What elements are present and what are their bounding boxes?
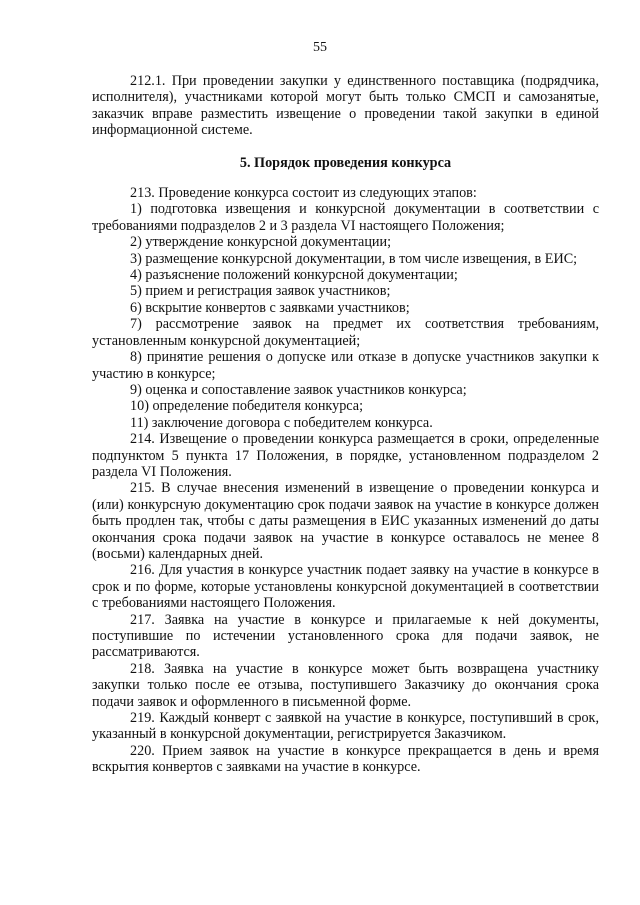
list-item: 4) разъяснение положений конкурсной документации;: [130, 267, 458, 284]
paragraph-214: 214. Извещение о проведении конкурса размещается в сроки, определенные подпунктом 5 пункта 17 Положения, в порядке, установленном подразделом 2 раздела VI Положения.: [92, 431, 599, 480]
list-item: 6) вскрытие конвертов с заявками участников;: [130, 299, 410, 316]
list-item: 1) подготовка извещения и конкурсной документации в соответствии с требованиями подразделов 2 и 3 раздела VI настоящего Положения;: [92, 201, 599, 234]
paragraph-216: 216. Для участия в конкурсе участник подает заявку на участие в конкурсе в срок и по форме, которые установлены конкурсной документацией в соответствии с требованиями настоящего Положения.: [92, 562, 599, 612]
page-number: 55: [313, 40, 327, 55]
list-item: 8) принятие решения о допуске или отказе в допуске участников закупки к участию в конкурсе;: [92, 349, 599, 382]
list-item: 11) заключение договора с победителем конкурса.: [130, 414, 433, 431]
paragraph-220: 220. Прием заявок на участие в конкурсе прекращается в день и время вскрытия конвертов с заявками на участие в конкурсе.: [92, 742, 599, 776]
paragraph-218: 218. Заявка на участие в конкурсе может быть возвращена участнику закупки только после ее отзыва, поступившего Заказчику до окончания срока подачи заявок и оформленного в письменной форме.: [92, 660, 599, 710]
list-item: 5) прием и регистрация заявок участников;: [130, 283, 391, 300]
document-body: [92, 73, 599, 776]
list-item: 3) размещение конкурсной документации, в том числе извещения, в ЕИС;: [130, 250, 578, 267]
paragraph-217: 217. Заявка на участие в конкурсе и прилагаемые к ней документы, поступившие по истечении установленного срока для подачи заявок, не рассматриваются.: [92, 611, 599, 661]
paragraph-212-1: 212.1. При проведении закупки у единственного поставщика (подрядчика, исполнителя), участниками которой могут быть только СМСП и самозанятые, заказчик вправе разместить извещение о проведении такой закупки в единой информационной системе.: [92, 73, 599, 139]
list-item: 7) рассмотрение заявок на предмет их соответствия требованиям, установленным конкурсной документацией;: [92, 316, 599, 349]
paragraph-219: 219. Каждый конверт с заявкой на участие в конкурсе, поступивший в срок, указанный в конкурсной документации, регистрируется Заказчиком.: [92, 710, 599, 743]
list-item: 10) определение победителя конкурса;: [130, 398, 364, 415]
list-item: 2) утверждение конкурсной документации;: [130, 234, 392, 251]
stages-list: [92, 201, 599, 431]
paragraph-215: 215. В случае внесения изменений в извещение о проведении конкурса и (или) конкурсную документацию срок подачи заявок на участие в конкурсе должен быть продлен так, чтобы с даты размещения в ЕИС указанных изменений до даты окончания срока подачи заявок на участие в конкурсе оставалось не менее 8 (восьми) календарных дней.: [92, 480, 599, 562]
list-item: 9) оценка и сопоставление заявок участников конкурса;: [130, 381, 467, 398]
paragraph-213-intro: 213. Проведение конкурса состоит из следующих этапов:: [130, 185, 477, 202]
section-heading: 5. Порядок проведения конкурса: [239, 154, 452, 171]
